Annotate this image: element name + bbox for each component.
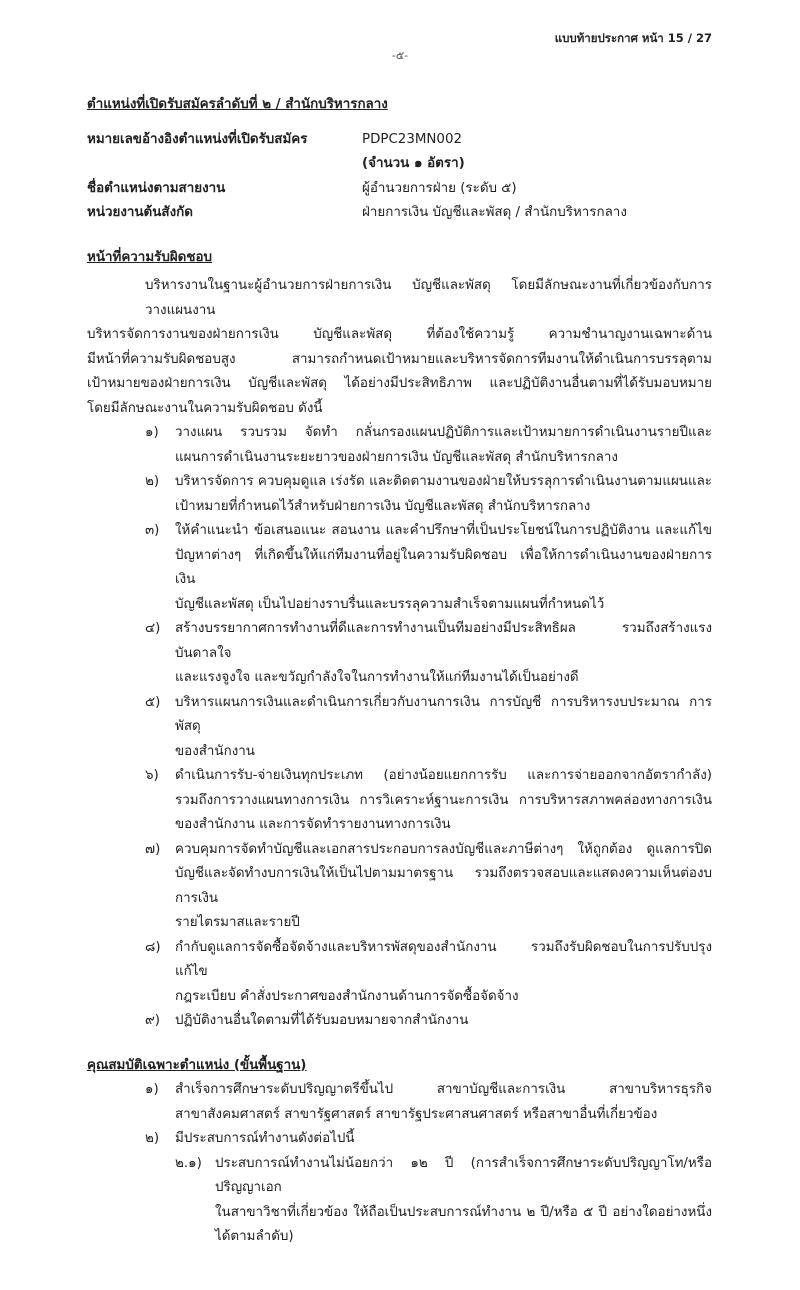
list-item-number: ๒) bbox=[145, 1131, 160, 1146]
list-item-number: ๘) bbox=[145, 939, 161, 955]
paragraph-line: เป้าหมายของฝ่ายการเงิน บัญชีและพัสดุ ได้อย่างมีประสิทธิภาพ และปฏิบัติงานอื่นตามที่ได้รับมอบหมาย bbox=[87, 376, 712, 391]
list-item bbox=[145, 936, 712, 1010]
list-item-line: มีประสบการณ์ทำงานดังต่อไปนี้ bbox=[175, 1131, 355, 1146]
unit-label: หน่วยงานต้นสังกัด bbox=[87, 205, 193, 220]
list-item-number: ๑) bbox=[145, 1082, 159, 1097]
list-item-number: ๑) bbox=[145, 425, 159, 440]
list-item bbox=[145, 617, 712, 691]
list-item-number: ๒) bbox=[145, 474, 160, 489]
list-item-text bbox=[175, 1078, 712, 1127]
list-item-text bbox=[175, 1127, 712, 1152]
list-item-line: ให้คำแนะนำ ข้อเสนอแนะ สอนงาน และคำปรึกษาที่เป็นประโยชน์ในการปฏิบัติงาน และแก้ไข bbox=[175, 523, 712, 538]
unit-value: ฝ่ายการเงิน บัญชีและพัสดุ / สำนักบริหารกลาง bbox=[362, 205, 627, 220]
list-item-line: วางแผน รวบรวม จัดทำ กลั่นกรองแผนปฏิบัติการและเป้าหมายการดำเนินงานรายปีและ bbox=[175, 425, 712, 440]
page-header-label: แบบท้ายประกาศ หน้า 15 / 27 bbox=[554, 31, 712, 45]
sub-item-line: ในสาขาวิชาที่เกี่ยวข้อง ให้ถือเป็นประสบการณ์ทำงาน ๒ ปี/หรือ ๕ ปี อย่างใดอย่างหนึ่ง bbox=[215, 1204, 712, 1220]
sub-item-line: ได้ตามลำดับ) bbox=[215, 1229, 294, 1244]
qualifications-list bbox=[87, 1078, 712, 1152]
paragraph-line: มีหน้าที่ความรับผิดชอบสูง สามารถกำหนดเป้าหมายและบริหารจัดการทีมงานให้ดำเนินการบรรลุตาม bbox=[87, 351, 712, 367]
list-item-line: แผนการดำเนินงานระยะยาวของฝ่ายการเงิน บัญชีและพัสดุ สำนักบริหารกลาง bbox=[175, 449, 618, 465]
duties-list bbox=[87, 421, 712, 1034]
list-item-line: สร้างบรรยากาศการทำงานที่ดีและการทำงานเป็นทีมอย่างมีประสิทธิผล รวมถึงสร้างแรงบันดาลใจ bbox=[175, 621, 712, 661]
list-item bbox=[145, 691, 712, 765]
position-info bbox=[87, 128, 712, 226]
list-item-text bbox=[215, 1152, 712, 1250]
sub-item bbox=[175, 1152, 712, 1250]
paragraph-line: โดยมีลักษณะงานในความรับผิดชอบ ดังนี้ bbox=[87, 400, 323, 416]
duties-intro bbox=[87, 274, 712, 421]
list-item-line: ปฏิบัติงานอื่นใดตามที่ได้รับมอบหมายจากสำนักงาน bbox=[175, 1013, 469, 1028]
list-item-line: เป้าหมายที่กำหนดไว้สำหรับฝ่ายการเงิน บัญชีและพัสดุ สำนักบริหารกลาง bbox=[175, 498, 591, 514]
qualifications-sub-list bbox=[87, 1152, 712, 1250]
list-item bbox=[145, 421, 712, 470]
list-item-line: บริหารแผนการเงินและดำเนินการเกี่ยวกับงานการเงิน การบัญชี การบริหารงบประมาณ การพัสดุ bbox=[175, 694, 712, 734]
list-item-line: บริหารจัดการ ควบคุมดูแล เร่งรัด และติดตามงานของฝ่ายให้บรรลุการดำเนินงานตามแผนและ bbox=[175, 474, 712, 489]
section-title: ตำแหน่งที่เปิดรับสมัครลำดับที่ ๒ / สำนักบริหารกลาง bbox=[87, 97, 388, 112]
list-item-text bbox=[175, 470, 712, 519]
list-item-text bbox=[175, 691, 712, 765]
list-item-line: บัญชีและพัสดุ เป็นไปอย่างราบรื่นและบรรลุความสำเร็จตามแผนที่กำหนดไว้ bbox=[175, 596, 605, 612]
list-item-line: สำเร็จการศึกษาระดับปริญญาตรีขึ้นไป สาขาบัญชีและการเงิน สาขาบริหารธุรกิจ bbox=[175, 1082, 712, 1097]
list-item bbox=[145, 838, 712, 936]
list-item-line: ของสำนักงาน และการจัดทำรายงานทางการเงิน bbox=[175, 817, 451, 832]
ref-value: PDPC23MN002 bbox=[362, 131, 462, 147]
list-item bbox=[145, 764, 712, 838]
list-item-text bbox=[175, 764, 712, 838]
sub-item-number: ๒.๑) bbox=[175, 1155, 202, 1171]
list-item-line: กฎระเบียบ คำสั่งประกาศของสำนักงานด้านการจัดซื้อจัดจ้าง bbox=[175, 988, 519, 1004]
list-item-number: ๓) bbox=[145, 523, 160, 538]
paragraph-line: บริหารจัดการงานของฝ่ายการเงิน บัญชีและพัสดุ ที่ต้องใช้ความรู้ ความชำนาญงานเฉพาะด้าน bbox=[87, 327, 712, 342]
position-label: ชื่อตำแหน่งตามสายงาน bbox=[87, 180, 226, 196]
list-item-number: ๗) bbox=[145, 841, 161, 857]
paragraph-line: บริหารงานในฐานะผู้อำนวยการฝ่ายการเงิน บัญชีและพัสดุ โดยมีลักษณะงานที่เกี่ยวข้องกับการวางแผนงาน bbox=[145, 278, 712, 318]
list-item-line: รายไตรมาสและรายปี bbox=[175, 915, 300, 930]
position-value: ผู้อำนวยการฝ่าย (ระดับ ๕) bbox=[362, 180, 517, 196]
list-item-line: ของสำนักงาน bbox=[175, 743, 255, 759]
list-item-line: ปัญหาต่างๆ ที่เกิดขึ้นให้แก่ทีมงานที่อยู่ในความรับผิดชอบ เพื่อให้การดำเนินงานของฝ่ายการเงิน bbox=[175, 547, 712, 587]
list-item-number: ๖) bbox=[145, 768, 159, 783]
duties-heading: หน้าที่ความรับผิดชอบ bbox=[87, 249, 213, 265]
list-item bbox=[145, 470, 712, 519]
list-item-text bbox=[175, 936, 712, 1010]
sub-item-line: ประสบการณ์ทำงานไม่น้อยกว่า ๑๒ ปี (การสำเร็จการศึกษาระดับปริญญาโท/หรือปริญญาเอก bbox=[215, 1155, 712, 1195]
list-item-number: ๕) bbox=[145, 694, 161, 710]
list-item bbox=[145, 1127, 712, 1152]
list-item-text bbox=[175, 519, 712, 617]
list-item-line: ควบคุมการจัดทำบัญชีและเอกสารประกอบการลงบัญชีและภาษีต่างๆ ให้ถูกต้อง ดูแลการปิด bbox=[175, 841, 712, 857]
page-number: -๕- bbox=[391, 49, 409, 62]
list-item-line: รวมถึงการวางแผนทางการเงิน การวิเคราะห์ฐานะการเงิน การบริหารสภาพคล่องทางการเงิน bbox=[175, 792, 712, 808]
list-item-text bbox=[175, 617, 712, 691]
list-item-text bbox=[175, 421, 712, 470]
list-item bbox=[145, 519, 712, 617]
position-count: (จำนวน ๑ อัตรา) bbox=[362, 156, 465, 171]
list-item bbox=[145, 1078, 712, 1127]
list-item-line: ดำเนินการรับ-จ่ายเงินทุกประเภท (อย่างน้อยแยกการรับ และการจ่ายออกจากอัตรากำลัง) bbox=[175, 768, 712, 783]
list-item-line: กำกับดูแลการจัดซื้อจัดจ้างและบริหารพัสดุของสำนักงาน รวมถึงรับผิดชอบในการปรับปรุงแก้ไข bbox=[175, 939, 712, 979]
info-spacer bbox=[87, 152, 362, 177]
list-item-text bbox=[175, 1009, 712, 1034]
list-item-text bbox=[175, 838, 712, 936]
list-item bbox=[145, 1009, 712, 1034]
list-item-line: และแรงจูงใจ และขวัญกำลังใจในการทำงานให้แก่ทีมงานได้เป็นอย่างดี bbox=[175, 670, 579, 685]
list-item-line: สาขาสังคมศาสตร์ สาขารัฐศาสตร์ สาขารัฐประศาสนศาสตร์ หรือสาขาอื่นที่เกี่ยวข้อง bbox=[175, 1106, 658, 1122]
qualifications-heading: คุณสมบัติเฉพาะตำแหน่ง (ขั้นพื้นฐาน) bbox=[87, 1057, 307, 1073]
list-item-number: ๔) bbox=[145, 621, 161, 636]
ref-label: หมายเลขอ้างอิงตำแหน่งที่เปิดรับสมัคร bbox=[87, 131, 308, 147]
list-item-number: ๙) bbox=[145, 1013, 161, 1028]
list-item-line: บัญชีและจัดทำงบการเงินให้เป็นไปตามมาตรฐาน รวมถึงตรวจสอบและแสดงความเห็นต่องบการเงิน bbox=[175, 866, 712, 906]
